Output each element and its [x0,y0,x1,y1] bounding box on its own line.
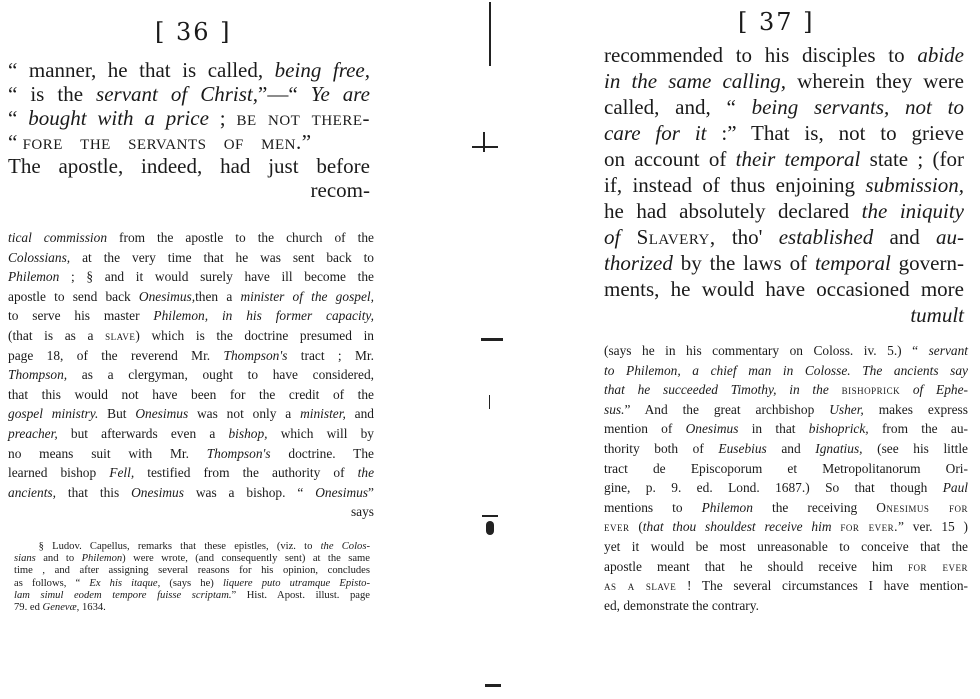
left-body-line: no means suit with Mr. Thompson's doctrine. The [8,445,374,461]
right-body-line: mentions to Philemon the receiving Onesimus for [604,499,968,515]
right-top-line: in the same calling, wherein they were [604,69,964,93]
left-body-line: tical commission from the apostle to the church of the [8,230,374,245]
left-body-line: Thompson, as a clergyman, ought to have considered, [8,367,374,383]
right-body-line: tract de Episcoporum et Metropolitanorum Ori- [604,460,968,476]
left-body-line: page 18, of the reverend Mr. Thompson's tract ; Mr. [8,347,374,363]
left-body-line: learned bishop Fell, testified from the authority of the [8,465,375,481]
right-body-line: yet it would be most unreasonable to conceive that the [604,538,968,554]
left-top-line: “ fore the servants of men.” [8,130,312,154]
footnote-line: § Ludov. Capellus, remarks that these epistles, (viz. to the Colos- [14,541,370,552]
right-body-line: (says he in his commentary on Coloss. iv. 5.) “ servant [604,343,968,358]
right-body-line: sus.” And the great archbishop Usher, makes express [604,401,968,417]
right-body-text [604,341,968,615]
right-main-text [604,42,964,328]
footnote-line: lam simul eodem tempore fuisse scriptam.” Hist. Apost. illust. page [14,589,370,601]
right-top-line: ments, he would have occasioned more [604,277,964,301]
right-body-line: thority both of Eusebius and Ignatius, (see his little [604,440,969,456]
right-page [490,0,980,699]
left-body-catchword: says [350,504,374,520]
left-body-line: that this would not have been for the credit of the [8,386,374,402]
footnote-line: time , and after assigning several reasons for his opinion, concludes [14,565,370,577]
left-body-line: gospel ministry. But Onesimus was not only a minister, and [8,406,375,422]
right-top-line: recommended to his disciples to abide [604,43,964,67]
page-number-37: [ 37 ] [738,8,815,36]
left-top-line: The apostle, indeed, had just before [8,154,370,178]
left-body-text [8,228,374,522]
right-body-line: as a slave ! The several circumstances I have mention- [604,578,969,594]
right-body-line: that he succeeded Timothy, in the bishoprick of Ephe- [604,382,968,398]
left-main-text [8,58,370,202]
right-body-line: apostle meant that he should receive him for ever [604,558,968,574]
gutter-mark [483,132,485,152]
right-body-line: mention of Onesimus in that bishoprick, from the au- [604,421,968,437]
right-top-line: if, instead of thus enjoining submission, [604,173,964,197]
right-top-line: called, and, “ being servants, not to [604,95,964,119]
left-body-line: Colossians, at the very time that he was sent back to [8,249,374,265]
right-body-line: ed, demonstrate the contrary. [604,597,759,613]
right-top-line: on account of their temporal state ; (for [604,147,964,171]
left-body-line: Philemon ; § and it would surely have ill become the [8,269,374,285]
footnote-line: sians and to Philemon) were wrote, (and consequently sent) at the same [14,553,370,565]
right-top-line: he had absolutely declared the iniquity [604,199,964,223]
left-top-line: “ is the servant of Christ,”—“ Ye are [8,82,370,106]
left-body-line: ancients, that this Onesimus was a bishop. “ Onesimus” [8,484,374,500]
right-body-line: gine, p. 9. ed. Lond. 1687.) So that though Paul [604,480,968,496]
right-top-line: care for it :” That is, not to grieve [604,121,964,145]
footnote-line: as follows, “ Ex his itaque, (says he) liquere puto utramque Episto- [14,577,370,589]
right-body-line: to Philemon, a chief man in Colosse. The ancients say [604,362,968,378]
left-body-line: (that is as a slave) which is the doctrine presumed in [8,327,374,343]
right-top-line: thorized by the laws of temporal govern- [604,251,964,275]
right-top-line: of Slavery, tho' established and au- [604,225,965,249]
left-body-line: to serve his master Philemon, in his former capacity, [8,308,374,324]
left-top-line: “ manner, he that is called, being free, [8,58,370,82]
left-body-line: preacher, but afterwards even a bishop, which will by [8,425,374,441]
right-body-line: ever (that thou shouldest receive him for ever.” ver. 15 ) [604,519,969,535]
footnote-line: 79. ed Genevæ, 1634. [14,602,106,614]
left-footnote [14,541,370,614]
left-top-line: “ bought with a price ; be not there- [8,106,370,130]
right-catchword: tumult [910,303,964,327]
page-number-36: [ 36 ] [155,18,232,46]
left-body-line: apostle to send back Onesimus,then a minister of the gospel, [8,288,374,304]
left-catchword: recom- [310,178,370,202]
